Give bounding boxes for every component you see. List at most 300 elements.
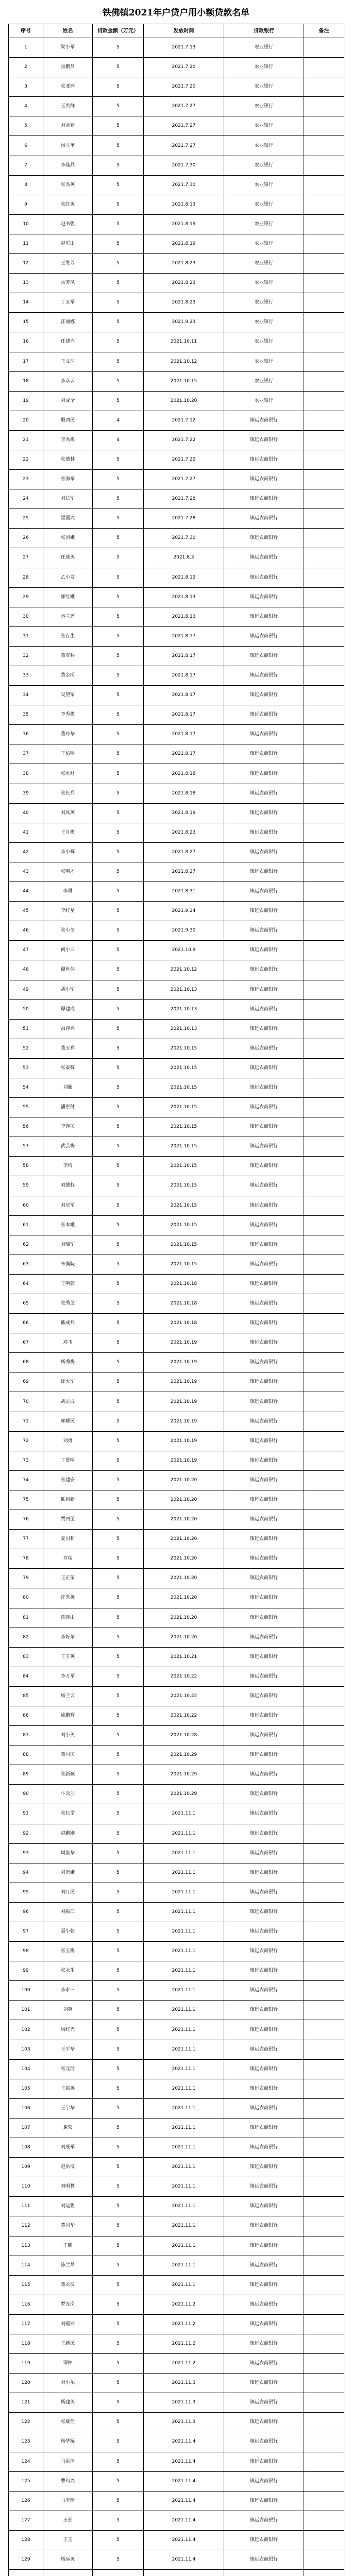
cell-remarks bbox=[304, 1549, 344, 1569]
cell-bank: 镇远农商银行 bbox=[224, 2059, 304, 2079]
cell-amount: 5 bbox=[93, 862, 144, 882]
cell-bank: 镇远农商银行 bbox=[224, 568, 304, 587]
cell-name: 郭耀民 bbox=[43, 1412, 93, 1431]
cell-bank: 镇远农商银行 bbox=[224, 548, 304, 568]
cell-amount: 5 bbox=[93, 2059, 144, 2079]
table-row bbox=[9, 1255, 344, 1274]
cell-name: 董玉祥 bbox=[43, 1039, 93, 1058]
cell-name: 张水财 bbox=[43, 764, 93, 784]
cell-date: 2021.10.15 bbox=[144, 1235, 224, 1255]
cell-remarks bbox=[304, 607, 344, 626]
cell-date: 2021.9.24 bbox=[144, 902, 224, 921]
cell-remarks bbox=[304, 1981, 344, 2001]
cell-amount: 5 bbox=[93, 1745, 144, 1765]
cell-name: 夏国和 bbox=[43, 1530, 93, 1549]
table-row bbox=[9, 77, 344, 97]
cell-remarks bbox=[304, 38, 344, 58]
cell-index: 72 bbox=[9, 1431, 43, 1451]
cell-remarks bbox=[304, 391, 344, 411]
cell-remarks bbox=[304, 1392, 344, 1412]
cell-bank: 镇远农商银行 bbox=[224, 2118, 304, 2138]
cell-remarks bbox=[304, 97, 344, 116]
cell-amount: 5 bbox=[93, 1942, 144, 1961]
cell-date: 2021.10.15 bbox=[144, 1058, 224, 1078]
cell-bank: 镇远农商银行 bbox=[224, 1039, 304, 1058]
cell-remarks bbox=[304, 744, 344, 764]
cell-name: 杨华桥 bbox=[43, 2432, 93, 2452]
cell-bank: 镇远农商银行 bbox=[224, 1667, 304, 1686]
cell-bank: 镇远农商银行 bbox=[224, 764, 304, 784]
cell-name: 张秀英 bbox=[43, 175, 93, 195]
cell-bank: 镇远农商银行 bbox=[224, 823, 304, 842]
cell-date: 2021.11.1 bbox=[144, 1824, 224, 1843]
cell-name: 张秀芝 bbox=[43, 1294, 93, 1314]
cell-bank: 镇远农商银行 bbox=[224, 2471, 304, 2491]
table-row bbox=[9, 2138, 344, 2158]
cell-name: 刘成军 bbox=[43, 2138, 93, 2158]
cell-remarks bbox=[304, 1726, 344, 1745]
cell-name: 张本娥 bbox=[43, 1215, 93, 1235]
cell-bank: 镇远农商银行 bbox=[224, 686, 304, 705]
cell-index: 16 bbox=[9, 332, 43, 352]
cell-date: 2021.8.17 bbox=[144, 744, 224, 764]
cell-name: 张团娥 bbox=[43, 529, 93, 548]
cell-bank: 镇远农商银行 bbox=[224, 587, 304, 607]
cell-remarks bbox=[304, 2491, 344, 2511]
table-row bbox=[9, 2059, 344, 2079]
cell-name: 刘会存 bbox=[43, 116, 93, 136]
cell-date: 2021.10.19 bbox=[144, 1451, 224, 1470]
cell-bank: 镇远农商银行 bbox=[224, 1863, 304, 1883]
cell-index: 116 bbox=[9, 2295, 43, 2314]
table-row bbox=[9, 1392, 344, 1412]
cell-name: 黄国华 bbox=[43, 2216, 93, 2236]
cell-amount: 5 bbox=[93, 450, 144, 469]
cell-amount: 5 bbox=[93, 764, 144, 784]
cell-name: 王平华 bbox=[43, 2040, 93, 2059]
cell-date: 2021.11.1 bbox=[144, 1961, 224, 1981]
cell-amount: 5 bbox=[93, 626, 144, 646]
cell-bank: 镇远农商银行 bbox=[224, 607, 304, 626]
cell-remarks bbox=[304, 529, 344, 548]
cell-name: 梁小军 bbox=[43, 38, 93, 58]
cell-remarks bbox=[304, 332, 344, 352]
table-row bbox=[9, 2550, 344, 2570]
cell-index: 127 bbox=[9, 2511, 43, 2530]
table-row bbox=[9, 175, 344, 195]
cell-name: 杨建英 bbox=[43, 2393, 93, 2413]
cell-name: 王鹏 bbox=[43, 2236, 93, 2256]
cell-amount: 5 bbox=[93, 744, 144, 764]
cell-date: 2021.8.18 bbox=[144, 764, 224, 784]
cell-remarks bbox=[304, 666, 344, 686]
table-header bbox=[9, 24, 344, 38]
table-row bbox=[9, 1137, 344, 1157]
cell-name: 雷芳凤 bbox=[43, 274, 93, 293]
table-row bbox=[9, 1686, 344, 1706]
cell-amount: 5 bbox=[93, 2550, 144, 2570]
table-row bbox=[9, 2491, 344, 2511]
cell-amount: 5 bbox=[93, 293, 144, 313]
cell-bank: 镇远农商银行 bbox=[224, 1314, 304, 1333]
table-row bbox=[9, 1942, 344, 1961]
cell-remarks bbox=[304, 2550, 344, 2570]
table-row bbox=[9, 1726, 344, 1745]
cell-amount: 5 bbox=[93, 352, 144, 371]
cell-remarks bbox=[304, 2570, 344, 2576]
cell-remarks bbox=[304, 1078, 344, 1097]
cell-index: 31 bbox=[9, 626, 43, 646]
cell-bank: 镇远农商银行 bbox=[224, 1745, 304, 1765]
cell-bank: 镇远农商银行 bbox=[224, 1804, 304, 1824]
table-row bbox=[9, 2040, 344, 2059]
cell-name: 董丹华 bbox=[43, 725, 93, 744]
cell-date: 2021.10.20 bbox=[144, 1569, 224, 1588]
cell-bank: 镇远农商银行 bbox=[224, 784, 304, 803]
cell-index: 9 bbox=[9, 195, 43, 214]
cell-amount: 5 bbox=[93, 2275, 144, 2295]
cell-remarks bbox=[304, 2079, 344, 2098]
cell-date: 2021.11.2 bbox=[144, 2354, 224, 2374]
cell-amount: 5 bbox=[93, 2295, 144, 2314]
cell-name: 陈兰昌 bbox=[43, 2256, 93, 2275]
cell-date: 2021.10.19 bbox=[144, 1333, 224, 1353]
cell-name: 雷鹏昌 bbox=[43, 58, 93, 77]
table-row bbox=[9, 371, 344, 391]
cell-bank: 农业银行 bbox=[224, 38, 304, 58]
cell-bank: 镇远农商银行 bbox=[224, 2275, 304, 2295]
cell-amount: 5 bbox=[93, 2040, 144, 2059]
cell-date: 2021.10.22 bbox=[144, 1667, 224, 1686]
cell-remarks bbox=[304, 274, 344, 293]
cell-index: 45 bbox=[9, 902, 43, 921]
cell-index: 26 bbox=[9, 529, 43, 548]
cell-index: 6 bbox=[9, 136, 43, 156]
cell-amount: 5 bbox=[93, 2020, 144, 2040]
table-row bbox=[9, 2236, 344, 2256]
cell-name: 刘英 bbox=[43, 2001, 93, 2020]
table-row bbox=[9, 332, 344, 352]
cell-amount: 5 bbox=[93, 2236, 144, 2256]
cell-amount: 5 bbox=[93, 1137, 144, 1157]
cell-remarks bbox=[304, 450, 344, 469]
cell-index: 92 bbox=[9, 1824, 43, 1843]
cell-date: 2021.10.15 bbox=[144, 1137, 224, 1157]
cell-date: 2021.8.17 bbox=[144, 686, 224, 705]
cell-amount: 5 bbox=[93, 1314, 144, 1333]
cell-date: 2021.8.17 bbox=[144, 626, 224, 646]
cell-remarks bbox=[304, 1785, 344, 1804]
cell-name: 王长 bbox=[43, 2511, 93, 2530]
table-row bbox=[9, 666, 344, 686]
cell-remarks bbox=[304, 548, 344, 568]
cell-bank: 镇远农商银行 bbox=[224, 1569, 304, 1588]
cell-remarks bbox=[304, 2452, 344, 2471]
cell-date: 2021.8.23 bbox=[144, 293, 224, 313]
cell-name: 张明才 bbox=[43, 862, 93, 882]
cell-remarks bbox=[304, 1117, 344, 1137]
cell-remarks bbox=[304, 1824, 344, 1843]
cell-bank: 镇远农商银行 bbox=[224, 1058, 304, 1078]
cell-index: 119 bbox=[9, 2354, 43, 2374]
cell-index: 69 bbox=[9, 1372, 43, 1392]
cell-bank: 农业银行 bbox=[224, 313, 304, 332]
cell-date: 2021.8.18 bbox=[144, 784, 224, 803]
cell-date: 2021.8.3 bbox=[144, 548, 224, 568]
cell-date: 2021.11.1 bbox=[144, 1804, 224, 1824]
table-row bbox=[9, 1608, 344, 1628]
cell-date: 2021.8.17 bbox=[144, 725, 224, 744]
cell-amount: 5 bbox=[93, 1392, 144, 1412]
table-row bbox=[9, 2530, 344, 2550]
cell-name: 刘成全 bbox=[43, 391, 93, 411]
cell-date: 2021.11.1 bbox=[144, 2177, 224, 2197]
cell-name: 刘德权 bbox=[43, 1176, 93, 1196]
cell-date: 2021.11.1 bbox=[144, 2059, 224, 2079]
cell-amount: 5 bbox=[93, 97, 144, 116]
cell-remarks bbox=[304, 784, 344, 803]
cell-date: 2021.7.30 bbox=[144, 156, 224, 175]
cell-bank: 镇远农商银行 bbox=[224, 2413, 304, 2432]
cell-amount: 5 bbox=[93, 666, 144, 686]
table-row bbox=[9, 568, 344, 587]
table-row bbox=[9, 2177, 344, 2197]
cell-name: 谢荣 bbox=[43, 2118, 93, 2138]
cell-remarks bbox=[304, 921, 344, 941]
cell-bank: 镇远农商银行 bbox=[224, 2001, 304, 2020]
cell-index: 14 bbox=[9, 293, 43, 313]
cell-remarks bbox=[304, 1706, 344, 1725]
cell-date: 2021.7.28 bbox=[144, 489, 224, 509]
table-row bbox=[9, 548, 344, 568]
table-row bbox=[9, 960, 344, 980]
cell-remarks bbox=[304, 764, 344, 784]
table-row bbox=[9, 2275, 344, 2295]
cell-bank: 农业银行 bbox=[224, 175, 304, 195]
cell-date: 2021.10.19 bbox=[144, 1412, 224, 1431]
cell-name: 董彦兵 bbox=[43, 646, 93, 666]
cell-date: 2021.7.20 bbox=[144, 77, 224, 97]
header-name: 姓名 bbox=[43, 24, 93, 38]
cell-amount: 5 bbox=[93, 705, 144, 725]
table-row bbox=[9, 313, 344, 332]
cell-amount: 5 bbox=[93, 1353, 144, 1372]
cell-date: 2021.11.4 bbox=[144, 2491, 224, 2511]
cell-name: 董国庆 bbox=[43, 1745, 93, 1765]
cell-index: 48 bbox=[9, 960, 43, 980]
cell-remarks bbox=[304, 2177, 344, 2197]
cell-bank: 农业银行 bbox=[224, 234, 304, 253]
cell-amount: 4 bbox=[93, 411, 144, 430]
cell-date: 2021.11.4 bbox=[144, 2550, 224, 2570]
cell-remarks bbox=[304, 2158, 344, 2177]
cell-amount: 5 bbox=[93, 1883, 144, 1902]
cell-name: 赵鹏刚 bbox=[43, 1824, 93, 1843]
table-row bbox=[9, 1765, 344, 1785]
cell-date: 2021.7.12 bbox=[144, 411, 224, 430]
table-row bbox=[9, 1353, 344, 1372]
cell-index: 57 bbox=[9, 1137, 43, 1157]
table-row bbox=[9, 529, 344, 548]
cell-date: 2021.10.15 bbox=[144, 1196, 224, 1215]
loan-table bbox=[8, 24, 344, 2576]
cell-index: 95 bbox=[9, 1883, 43, 1902]
cell-name: 马雷清 bbox=[43, 2452, 93, 2471]
cell-bank: 镇远农商银行 bbox=[224, 1117, 304, 1137]
cell-remarks bbox=[304, 2314, 344, 2334]
cell-remarks bbox=[304, 2354, 344, 2374]
cell-date: 2021.11.1 bbox=[144, 1883, 224, 1902]
cell-index: 128 bbox=[9, 2530, 43, 2550]
cell-index: 23 bbox=[9, 470, 43, 489]
cell-date: 2021.11.2 bbox=[144, 2334, 224, 2353]
cell-name: 刘长军 bbox=[43, 489, 93, 509]
cell-name: 胡小军 bbox=[43, 980, 93, 999]
table-row bbox=[9, 293, 344, 313]
cell-remarks bbox=[304, 116, 344, 136]
cell-remarks bbox=[304, 2001, 344, 2020]
cell-bank: 镇远农商银行 bbox=[224, 1176, 304, 1196]
cell-index: 98 bbox=[9, 1942, 43, 1961]
cell-index: 78 bbox=[9, 1549, 43, 1569]
table-row bbox=[9, 902, 344, 921]
cell-name: 杨立奎 bbox=[43, 136, 93, 156]
cell-index: 59 bbox=[9, 1176, 43, 1196]
cell-index: 117 bbox=[9, 2314, 43, 2334]
cell-index: 88 bbox=[9, 1745, 43, 1765]
cell-index bbox=[9, 2570, 43, 2576]
table-row bbox=[9, 1981, 344, 2001]
cell-remarks bbox=[304, 1628, 344, 1647]
cell-bank: 镇远农商银行 bbox=[224, 1431, 304, 1451]
table-row bbox=[9, 1215, 344, 1235]
cell-bank: 镇远农商银行 bbox=[224, 1942, 304, 1961]
cell-amount: 5 bbox=[93, 1215, 144, 1235]
cell-date: 2021.11.4 bbox=[144, 2530, 224, 2550]
cell-remarks bbox=[304, 2098, 344, 2118]
cell-date: 2021.9.30 bbox=[144, 921, 224, 941]
cell-name: 李彦云 bbox=[43, 371, 93, 391]
cell-index: 125 bbox=[9, 2471, 43, 2491]
cell-date: 2021.7.30 bbox=[144, 529, 224, 548]
cell-remarks bbox=[304, 1510, 344, 1530]
cell-index: 126 bbox=[9, 2491, 43, 2511]
cell-name: 张亚洲 bbox=[43, 77, 93, 97]
cell-bank: 镇远农商银行 bbox=[224, 2236, 304, 2256]
table-row bbox=[9, 352, 344, 371]
cell-index: 38 bbox=[9, 764, 43, 784]
table-body bbox=[9, 38, 344, 2576]
cell-name: 王新民 bbox=[43, 2334, 93, 2353]
cell-amount: 5 bbox=[93, 2413, 144, 2432]
cell-index: 62 bbox=[9, 1235, 43, 1255]
cell-date: 2021.11.4 bbox=[144, 2511, 224, 2530]
cell-bank: 镇远农商银行 bbox=[224, 1706, 304, 1725]
cell-remarks bbox=[304, 1333, 344, 1353]
cell-index: 60 bbox=[9, 1196, 43, 1215]
cell-index: 36 bbox=[9, 725, 43, 744]
cell-remarks bbox=[304, 1942, 344, 1961]
cell-remarks bbox=[304, 1157, 344, 1176]
cell-amount: 5 bbox=[93, 1961, 144, 1981]
cell-bank: 镇远农商银行 bbox=[224, 1098, 304, 1117]
cell-bank: 镇远农商银行 bbox=[224, 1451, 304, 1470]
cell-date: 2021.10.19 bbox=[144, 1353, 224, 1372]
cell-date: 2021.11.3 bbox=[144, 2374, 224, 2393]
cell-amount: 5 bbox=[93, 1686, 144, 1706]
cell-name: 王正荣 bbox=[43, 1569, 93, 1588]
cell-bank: 镇远农商银行 bbox=[224, 2216, 304, 2236]
cell-bank: 镇远农商银行 bbox=[224, 1686, 304, 1706]
cell-amount: 5 bbox=[93, 1863, 144, 1883]
cell-bank: 镇远农商银行 bbox=[224, 1392, 304, 1412]
cell-bank: 镇远农商银行 bbox=[224, 1157, 304, 1176]
cell-bank: 镇远农商银行 bbox=[224, 980, 304, 999]
cell-index: 74 bbox=[9, 1470, 43, 1490]
cell-index: 5 bbox=[9, 116, 43, 136]
cell-name: 董永波 bbox=[43, 2275, 93, 2295]
cell-bank: 镇远农商银行 bbox=[224, 842, 304, 862]
cell-name: 李好荣 bbox=[43, 1628, 93, 1647]
cell-amount: 5 bbox=[93, 2511, 144, 2530]
cell-name: 张永生 bbox=[43, 1961, 93, 1981]
cell-bank: 镇远农商银行 bbox=[224, 1902, 304, 1922]
cell-index: 49 bbox=[9, 980, 43, 999]
cell-index: 77 bbox=[9, 1530, 43, 1549]
cell-date: 2021.10.20 bbox=[144, 391, 224, 411]
cell-index: 102 bbox=[9, 2020, 43, 2040]
cell-name: 王明朝 bbox=[43, 1274, 93, 1294]
cell-date: 2021.8.27 bbox=[144, 862, 224, 882]
cell-name: 杨运英 bbox=[43, 2550, 93, 2570]
cell-bank: 镇远农商银行 bbox=[224, 1274, 304, 1294]
cell-remarks bbox=[304, 175, 344, 195]
cell-remarks bbox=[304, 1235, 344, 1255]
table-row bbox=[9, 1569, 344, 1588]
table-row bbox=[9, 1785, 344, 1804]
cell-amount: 5 bbox=[93, 2393, 144, 2413]
cell-date: 2021.11.1 bbox=[144, 2098, 224, 2118]
cell-index: 4 bbox=[9, 97, 43, 116]
cell-index: 33 bbox=[9, 666, 43, 686]
cell-name: 刘风英 bbox=[43, 803, 93, 823]
cell-bank: 镇远农商银行 bbox=[224, 1785, 304, 1804]
cell-index: 22 bbox=[9, 450, 43, 469]
cell-date: 2021.10.28 bbox=[144, 1726, 224, 1745]
cell-bank: 镇远农商银行 bbox=[224, 2530, 304, 2550]
cell-date: 2021.10.15 bbox=[144, 1039, 224, 1058]
table-row bbox=[9, 391, 344, 411]
table-row bbox=[9, 1883, 344, 1902]
cell-bank: 镇远农商银行 bbox=[224, 882, 304, 902]
cell-date: 2021.11.1 bbox=[144, 1902, 224, 1922]
cell-name: 徐大军 bbox=[43, 1372, 93, 1392]
cell-name: 郭红娥 bbox=[43, 587, 93, 607]
cell-remarks bbox=[304, 999, 344, 1019]
cell-bank: 镇远农商银行 bbox=[224, 2314, 304, 2334]
cell-bank: 镇远农商银行 bbox=[224, 2098, 304, 2118]
table-row bbox=[9, 1294, 344, 1314]
cell-bank: 镇远农商银行 bbox=[224, 2354, 304, 2374]
cell-name: 张元玲 bbox=[43, 2059, 93, 2079]
table-row bbox=[9, 2118, 344, 2138]
cell-index: 108 bbox=[9, 2138, 43, 2158]
table-row bbox=[9, 1314, 344, 1333]
cell-index: 104 bbox=[9, 2059, 43, 2079]
cell-name: 丁五军 bbox=[43, 293, 93, 313]
cell-remarks bbox=[304, 1098, 344, 1117]
cell-remarks bbox=[304, 725, 344, 744]
